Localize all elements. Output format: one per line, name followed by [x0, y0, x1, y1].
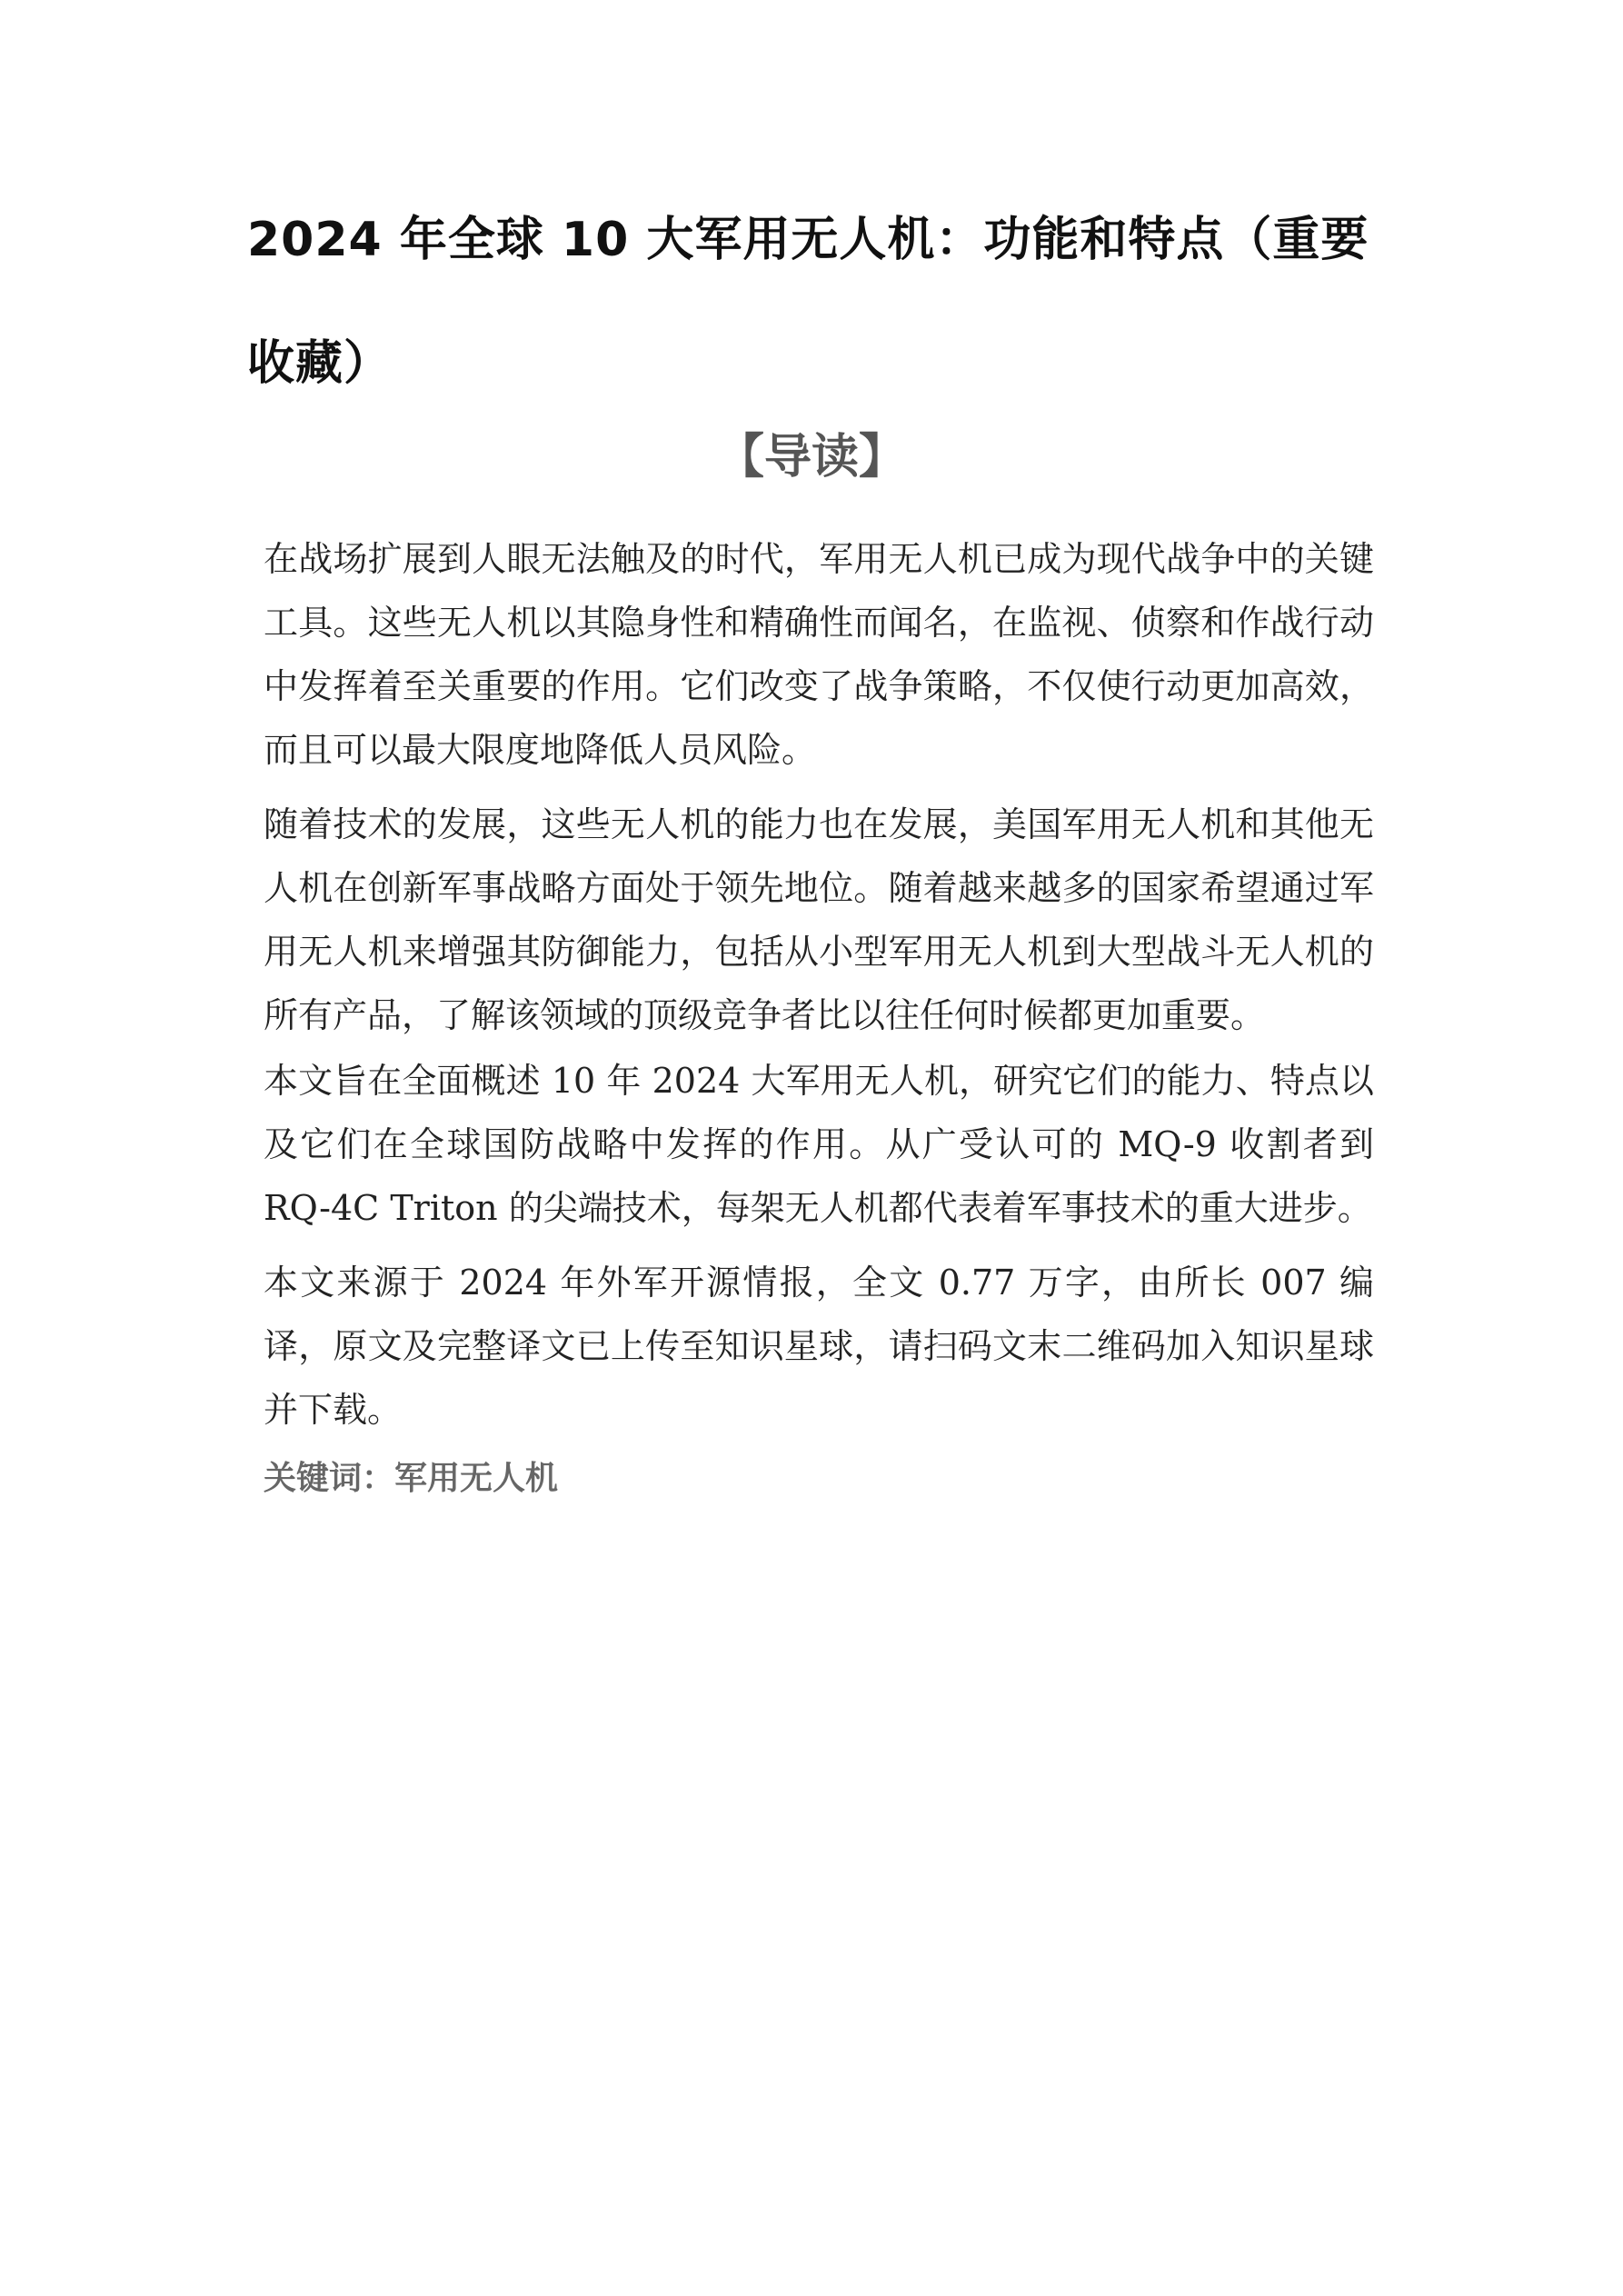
keywords-line: 关键词：军用无人机 — [264, 1460, 559, 1497]
paragraph: 本文旨在全面概述 10 年 2024 大军用无人机，研究它们的能力、特点以及它们在全球国防战略中发挥的作用。从广受认可的 MQ-9 收割者到 RQ-4C Triton 的尖端技术，每架无人机都代表着军事技术的重大进步。 — [264, 1061, 1374, 1228]
document-title: 2024 年全球 10 大军用无人机：功能和特点（重要收藏） — [247, 213, 1369, 391]
document-body — [264, 527, 1374, 1511]
paragraph: 随着技术的发展，这些无人机的能力也在发展，美国军用无人机和其他无人机在创新军事战略方面处于领先地位。随着越来越多的国家希望通过军用无人机来增强其防御能力，包括从小型军用无人机到大型战斗无人机的所有产品，了解该领域的顶级竞争者比以往任何时候都更加重要。 — [264, 804, 1374, 1035]
paragraph: 本文来源于 2024 年外军开源情报，全文 0.77 万字，由所长 007 编译，原文及完整译文已上传至知识星球，请扫码文末二维码加入知识星球并下载。 — [264, 1263, 1374, 1430]
section-heading-intro: 【导读】 — [716, 430, 906, 484]
paragraph: 在战场扩展到人眼无法触及的时代，军用无人机已成为现代战争中的关键工具。这些无人机以其隐身性和精确性而闻名，在监视、侦察和作战行动中发挥着至关重要的作用。它们改变了战争策略，不仅使行动更加高效，而且可以最大限度地降低人员风险。 — [264, 539, 1374, 770]
